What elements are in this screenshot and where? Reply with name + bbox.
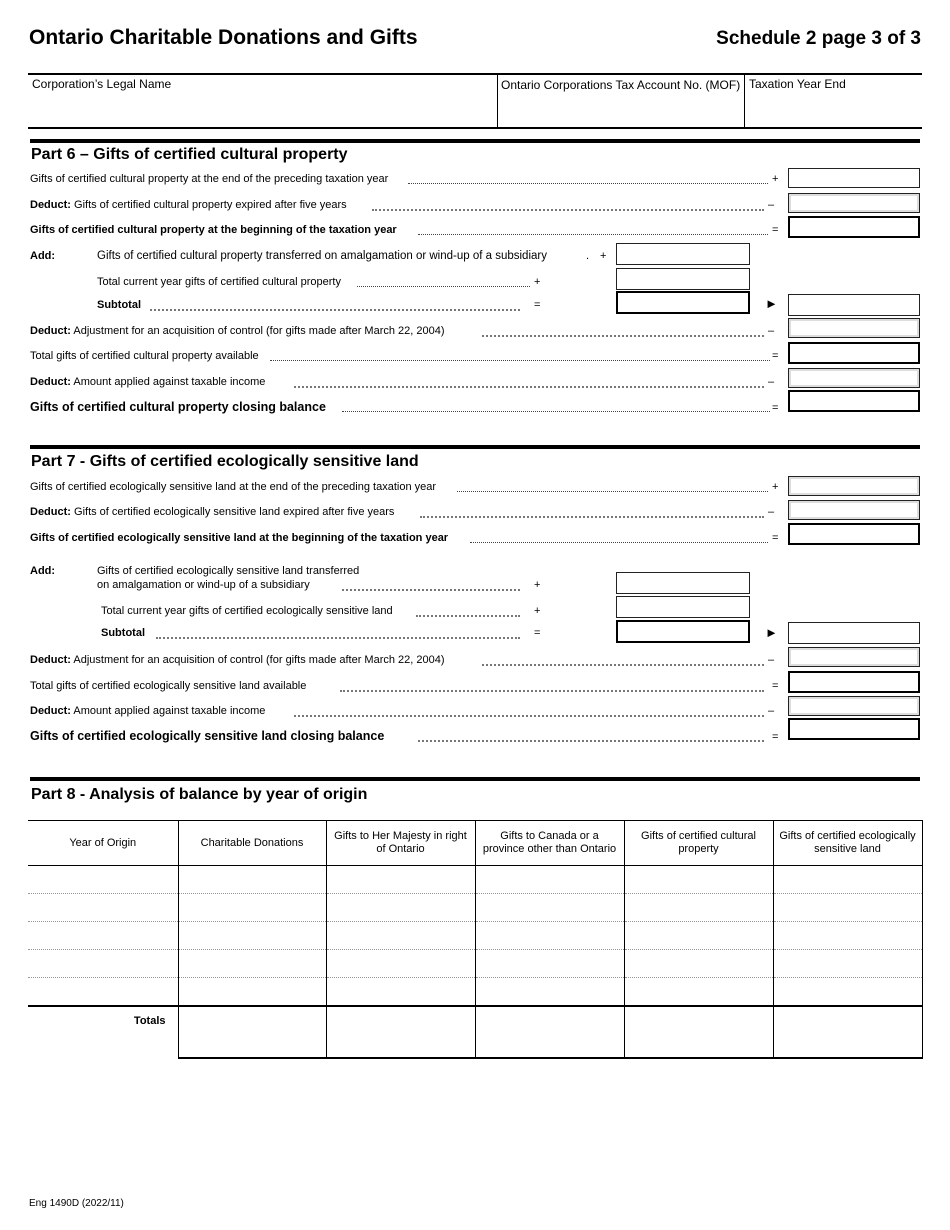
p6-add2-input[interactable] — [616, 268, 750, 290]
part6-rule — [30, 139, 920, 143]
equals-sign: = — [772, 402, 779, 414]
p6-add2-label: Total current year gifts of certified cultural property — [97, 276, 341, 288]
p7-line4-text: Adjustment for an acquisition of control (for gifts made after March 22, 2004) — [73, 654, 445, 666]
leader — [342, 589, 520, 591]
p6-line5-input[interactable] — [788, 342, 920, 364]
legal-name-field[interactable] — [28, 73, 497, 129]
p7-line6-label — [30, 704, 265, 718]
p6-line6-text: Amount applied against taxable income — [73, 376, 266, 388]
p7-add-label: Add: — [30, 565, 56, 577]
part8-title: Part 8 - Analysis of balance by year of origin — [31, 786, 368, 803]
leader — [294, 715, 764, 717]
table-cell[interactable] — [475, 950, 624, 978]
p6-subtotal-output[interactable] — [788, 294, 920, 316]
form-identifier: Eng 1490D (2022/11) — [29, 1198, 124, 1209]
arrow-icon: ► — [765, 625, 778, 640]
table-cell[interactable] — [178, 866, 326, 894]
p7-line2-input[interactable] — [788, 500, 920, 520]
arrow-icon: ► — [765, 296, 778, 311]
deduct-prefix: Deduct: — [30, 376, 71, 388]
table-cell[interactable] — [28, 922, 178, 950]
year-end-label: Taxation Year End — [749, 77, 846, 91]
column-header: Year of Origin — [28, 821, 178, 866]
leader — [418, 740, 764, 742]
table-cell[interactable] — [28, 950, 178, 978]
p6-line7-label: Gifts of certified cultural property closing balance — [30, 400, 326, 414]
p7-line1-label: Gifts of certified ecologically sensitive land at the end of the preceding taxation year — [30, 481, 437, 493]
page-title: Ontario Charitable Donations and Gifts — [29, 26, 418, 49]
p6-line4-label — [30, 324, 445, 338]
leader — [408, 183, 768, 184]
p7-line4-input[interactable] — [788, 647, 920, 667]
p7-add1-label-b: on amalgamation or wind-up of a subsidiary — [97, 579, 310, 591]
part8-rule — [30, 777, 920, 781]
p7-line4-label — [30, 653, 445, 667]
p7-line2-text: Gifts of certified ecologically sensitive land expired after five years — [74, 506, 395, 518]
table-cell[interactable] — [475, 866, 624, 894]
p6-line1-label: Gifts of certified cultural property at the end of the preceding taxation year — [30, 173, 389, 185]
plus-sign: + — [772, 481, 779, 493]
table-cell[interactable] — [326, 866, 475, 894]
p6-add1-input[interactable] — [616, 243, 750, 265]
leader — [156, 637, 520, 639]
table-row — [28, 866, 922, 894]
equals-sign: = — [534, 299, 541, 311]
plus-sign: + — [600, 250, 607, 262]
total-cell[interactable] — [475, 1006, 624, 1058]
part6-title: Part 6 – Gifts of certified cultural property — [31, 146, 348, 163]
plus-sign: + — [534, 605, 541, 617]
table-cell[interactable] — [28, 894, 178, 922]
p6-line3-input[interactable] — [788, 216, 920, 238]
leader — [150, 309, 520, 311]
leader — [457, 491, 768, 492]
p7-line3-label: Gifts of certified ecologically sensitive land at the beginning of the taxation year — [30, 532, 449, 544]
legal-name-label: Corporation’s Legal Name — [32, 77, 172, 91]
p6-closing-balance-input[interactable] — [788, 390, 920, 412]
tax-account-field[interactable] — [497, 73, 744, 129]
table-cell[interactable] — [773, 922, 922, 950]
leader — [270, 360, 770, 361]
table-cell[interactable] — [326, 978, 475, 1007]
deduct-prefix: Deduct: — [30, 506, 71, 518]
equals-sign: = — [772, 731, 779, 743]
p7-line7-label: Gifts of certified ecologically sensitive land closing balance — [30, 729, 385, 743]
p7-add2-label: Total current year gifts of certified ecologically sensitive land — [101, 605, 393, 617]
p7-line2-label — [30, 505, 394, 519]
p7-line6-input[interactable] — [788, 696, 920, 716]
table-cell[interactable] — [28, 866, 178, 894]
deduct-prefix: Deduct: — [30, 654, 71, 666]
p6-line6-input[interactable] — [788, 368, 920, 388]
p6-line4-input[interactable] — [788, 318, 920, 338]
table-cell[interactable] — [624, 978, 773, 1007]
schedule-page-label: Schedule 2 page 3 of 3 — [716, 28, 921, 49]
minus-sign: – — [768, 199, 775, 211]
table-cell[interactable] — [624, 950, 773, 978]
p6-line3-label: Gifts of certified cultural property at the beginning of the taxation year — [30, 224, 397, 236]
minus-sign: – — [768, 654, 775, 666]
leader — [340, 690, 764, 692]
leader — [416, 615, 520, 617]
total-cell[interactable] — [773, 1006, 922, 1058]
deduct-prefix: Deduct: — [30, 199, 71, 211]
p6-line2-input[interactable] — [788, 193, 920, 213]
p6-line2-label — [30, 198, 347, 212]
table-cell[interactable] — [326, 950, 475, 978]
leader — [482, 664, 764, 666]
p7-line1-input[interactable] — [788, 476, 920, 496]
minus-sign: – — [768, 705, 775, 717]
year-end-field[interactable] — [744, 73, 922, 129]
leader — [342, 411, 770, 412]
p7-line6-text: Amount applied against taxable income — [73, 705, 266, 717]
table-cell[interactable] — [773, 978, 922, 1007]
p7-subtotal-label: Subtotal — [101, 627, 145, 639]
leader — [420, 516, 764, 518]
table-cell[interactable] — [178, 950, 326, 978]
part7-title: Part 7 - Gifts of certified ecologically sensitive land — [31, 453, 419, 470]
minus-sign: – — [768, 506, 775, 518]
p6-line6-label — [30, 375, 265, 389]
equals-sign: = — [534, 627, 541, 639]
table-cell[interactable] — [773, 950, 922, 978]
table-row — [28, 950, 922, 978]
column-header: Gifts to Her Majesty in right of Ontario — [326, 821, 475, 866]
totals-row — [28, 1006, 922, 1058]
table-row — [28, 978, 922, 1007]
balance-analysis-table — [28, 820, 923, 1059]
plus-sign: + — [534, 276, 541, 288]
leader — [482, 335, 764, 337]
column-header: Gifts of certified cultural property — [624, 821, 773, 866]
table-cell[interactable] — [475, 978, 624, 1007]
p6-line2-text: Gifts of certified cultural property expired after five years — [74, 199, 347, 211]
p7-line3-input[interactable] — [788, 523, 920, 545]
equals-sign: = — [772, 680, 779, 692]
total-cell[interactable] — [178, 1006, 326, 1058]
p7-add2-input[interactable] — [616, 596, 750, 618]
leader — [372, 209, 764, 211]
leader — [470, 542, 768, 543]
p7-subtotal-input[interactable] — [616, 620, 750, 643]
p6-add1-label: Gifts of certified cultural property transferred on amalgamation or wind-up of a subsidiary — [97, 250, 547, 262]
leader — [418, 234, 768, 235]
table-cell[interactable] — [773, 866, 922, 894]
table-row — [28, 894, 922, 922]
table-cell[interactable] — [475, 922, 624, 950]
total-cell[interactable] — [326, 1006, 475, 1058]
leader — [357, 286, 530, 287]
equals-sign: = — [772, 224, 779, 236]
equals-sign: = — [772, 532, 779, 544]
p7-closing-balance-input[interactable] — [788, 718, 920, 740]
minus-sign: – — [768, 325, 775, 337]
table-cell[interactable] — [773, 894, 922, 922]
table-row — [28, 922, 922, 950]
table-cell[interactable] — [624, 866, 773, 894]
table-cell[interactable] — [326, 922, 475, 950]
table-cell[interactable] — [326, 894, 475, 922]
p6-subtotal-label: Subtotal — [97, 299, 141, 311]
table-cell[interactable] — [178, 922, 326, 950]
deduct-prefix: Deduct: — [30, 325, 71, 337]
table-cell[interactable] — [624, 894, 773, 922]
table-header-row — [28, 821, 922, 866]
plus-sign: + — [534, 579, 541, 591]
p7-line5-label: Total gifts of certified ecologically sensitive land available — [30, 680, 307, 692]
deduct-prefix: Deduct: — [30, 705, 71, 717]
leader — [294, 386, 764, 388]
total-cell[interactable] — [624, 1006, 773, 1058]
p7-line5-input[interactable] — [788, 671, 920, 693]
table-cell[interactable] — [28, 978, 178, 1007]
column-header: Gifts of certified ecologically sensitive land — [773, 821, 922, 866]
table-cell[interactable] — [178, 894, 326, 922]
table-cell[interactable] — [624, 922, 773, 950]
p6-line1-input[interactable] — [788, 168, 920, 188]
p6-subtotal-input[interactable] — [616, 291, 750, 314]
plus-sign: + — [772, 173, 779, 185]
tax-account-label: Ontario Corporations Tax Account No. (MOF) — [501, 78, 741, 92]
p7-subtotal-output[interactable] — [788, 622, 920, 644]
p6-add-label: Add: — [30, 250, 56, 262]
p7-add1-input[interactable] — [616, 572, 750, 594]
minus-sign: – — [768, 376, 775, 388]
p7-add1-label-a: Gifts of certified ecologically sensitive land transferred — [97, 565, 360, 577]
totals-label: Totals — [28, 1006, 178, 1058]
table-cell[interactable] — [475, 894, 624, 922]
p6-line5-label: Total gifts of certified cultural property available — [30, 350, 259, 362]
part7-rule — [30, 445, 920, 449]
column-header: Gifts to Canada or a province other than Ontario — [475, 821, 624, 866]
column-header: Charitable Donations — [178, 821, 326, 866]
equals-sign: = — [772, 350, 779, 362]
table-cell[interactable] — [178, 978, 326, 1007]
p6-line4-text: Adjustment for an acquisition of control (for gifts made after March 22, 2004) — [73, 325, 445, 337]
dot: . — [586, 250, 590, 262]
